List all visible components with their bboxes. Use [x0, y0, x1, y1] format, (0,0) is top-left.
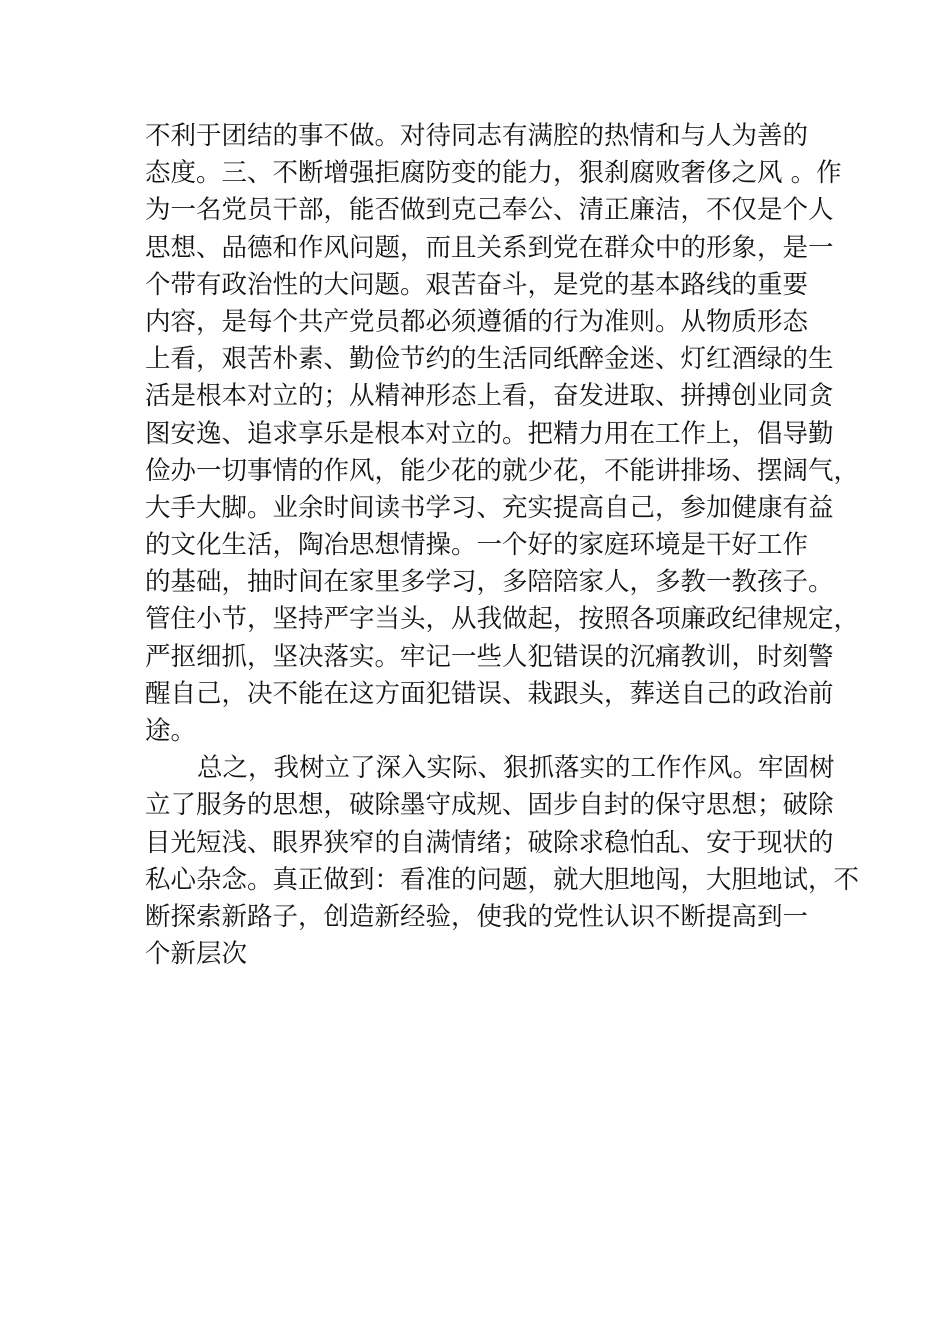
- body-text: [145, 118, 860, 973]
- text-line: 私心杂念。真正做到：看准的问题，就大胆地闯，大胆地试，不: [145, 864, 860, 895]
- text-line: 断探索新路子，创造新经验，使我的党性认识不断提高到一: [145, 901, 809, 932]
- text-line: 思想、品德和作风问题，而且关系到党在群众中的形象，是一: [145, 232, 834, 263]
- paragraph-first-line: 总之，我树立了深入实际、狠抓落实的工作作风。牢固树: [197, 753, 835, 784]
- text-line: 的文化生活，陶冶思想情操。一个好的家庭环境是干好工作: [145, 530, 809, 561]
- text-line: 态度。三、不断增强拒腐防变的能力，狠刹腐败奢侈之风 。作: [145, 158, 842, 189]
- text-line: 内容，是每个共产党员都必须遵循的行为准则。从物质形态: [145, 306, 809, 337]
- text-line: 管住小节，坚持严字当头，从我做起，按照各项廉政纪律规定，: [145, 604, 860, 635]
- text-line: 不利于团结的事不做。对待同志有满腔的热情和与人为善的: [145, 121, 809, 151]
- text-line: 个新层次: [145, 939, 248, 970]
- text-line: 醒自己，决不能在这方面犯错误、栽跟头，葬送自己的政治前: [145, 678, 834, 709]
- text-line: 目光短浅、眼界狭窄的自满情绪；破除求稳怕乱、安于现状的: [145, 827, 834, 858]
- text-line: 严抠细抓，坚决落实。牢记一些人犯错误的沉痛教训，时刻警: [145, 641, 834, 672]
- text-line: 立了服务的思想，破除墨守成规、固步自封的保守思想；破除: [145, 790, 834, 821]
- text-line: 活是根本对立的；从精神形态上看，奋发进取、拼搏创业同贪: [145, 381, 834, 412]
- text-line: 上看，艰苦朴素、勤俭节约的生活同纸醉金迷、灯红酒绿的生: [145, 344, 834, 375]
- text-line: 的基础，抽时间在家里多学习，多陪陪家人，多教一教孩子。: [145, 567, 834, 598]
- text-line: 图安逸、追求享乐是根本对立的。把精力用在工作上，倡导勤: [145, 418, 834, 449]
- text-line: 为一名党员干部，能否做到克己奉公、清正廉洁，不仅是个人: [145, 195, 834, 226]
- text-line: 俭办一切事情的作风，能少花的就少花，不能讲排场、摆阔气，: [145, 455, 860, 486]
- text-line: 大手大脚。业余时间读书学习、充实提高自己，参加健康有益: [145, 492, 834, 523]
- text-line: 个带有政治性的大问题。艰苦奋斗，是党的基本路线的重要: [145, 269, 809, 300]
- text-line: 途。: [145, 716, 197, 746]
